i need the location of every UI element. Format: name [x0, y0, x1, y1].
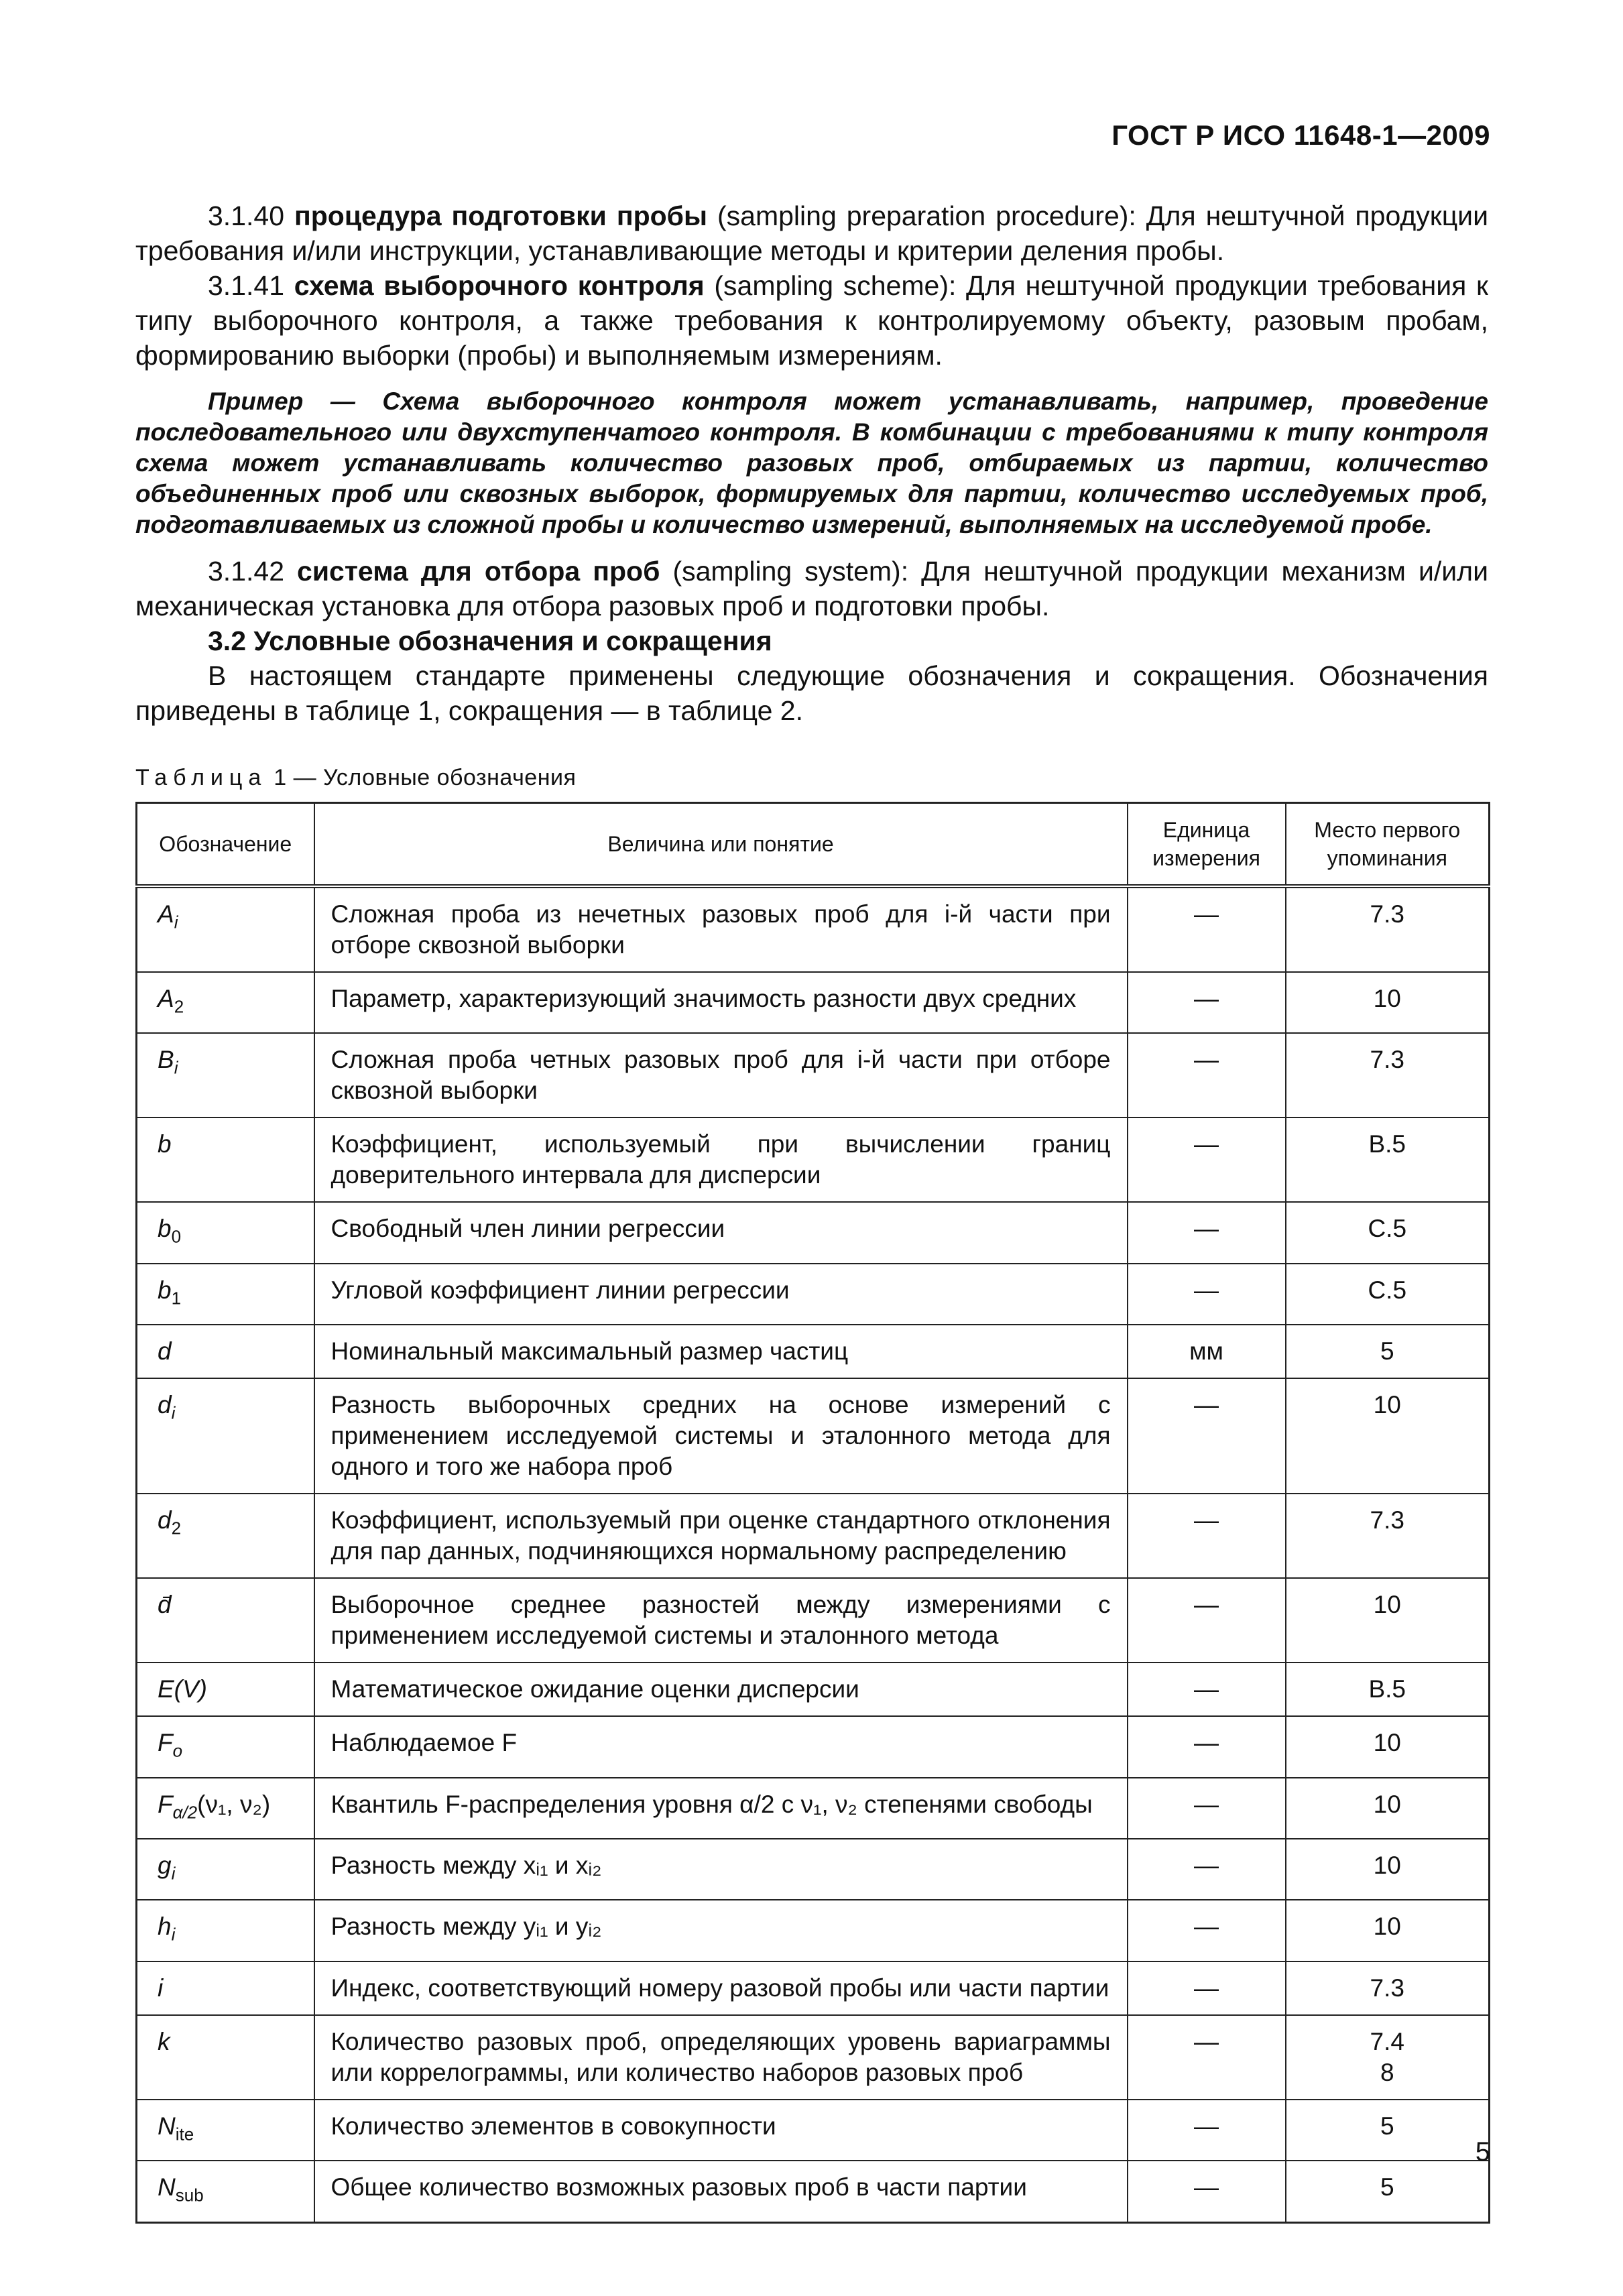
symbol-cell	[137, 1264, 314, 1325]
reference-cell: 7.3	[1286, 1494, 1490, 1578]
table-row	[137, 1378, 1490, 1494]
symbol-cell	[137, 2100, 314, 2161]
symbol-base: d	[158, 1337, 172, 1366]
unit-cell: —	[1128, 2161, 1286, 2222]
symbol-cell	[137, 2015, 314, 2100]
unit-cell: —	[1128, 2015, 1286, 2100]
description-cell: Свободный член линии регрессии	[314, 1202, 1128, 1263]
description-cell: Сложная проба четных разовых проб для i-й части при отборе сквозной выборки	[314, 1033, 1128, 1117]
table-row	[137, 1494, 1490, 1578]
reference-cell: 5	[1286, 2161, 1490, 2222]
symbol-base: N	[158, 2112, 176, 2140]
term: процедура подготовки пробы	[294, 200, 708, 231]
header-unit: Единица измерения	[1128, 803, 1286, 887]
paragraph-3-1-41	[135, 268, 1488, 373]
table-row	[137, 1778, 1490, 1839]
symbol-cell	[137, 2161, 314, 2222]
symbol-subscript: ite	[175, 2124, 194, 2144]
description-cell: Параметр, характеризующий значимость разности двух средних	[314, 972, 1128, 1033]
table-row	[137, 1202, 1490, 1263]
symbol-subscript: 0	[171, 1226, 182, 1247]
definition: (sampling system): Для нештучной продукции механизм и/или механическая установка для отбора разовых проб и подготовки пробы.	[135, 556, 1489, 621]
description-cell: Наблюдаемое F	[314, 1716, 1128, 1777]
symbol-cell	[137, 1778, 314, 1839]
reference-cell: 7.4 8	[1286, 2015, 1490, 2100]
unit-cell: —	[1128, 972, 1286, 1033]
symbol-base: d	[158, 1391, 172, 1419]
description-cell: Индекс, соответствующий номеру разовой пробы или части партии	[314, 1961, 1128, 2015]
symbol-subscript: i	[171, 1863, 176, 1884]
section-intro: В настоящем стандарте применены следующие обозначения и сокращения. Обозначения приведены в таблице 1, сокращения — в таблице 2.	[135, 660, 1488, 726]
table-body	[137, 886, 1490, 2222]
table-row	[137, 1033, 1490, 1117]
symbol-cell	[137, 1033, 314, 1117]
document-code-header: ГОСТ Р ИСО 11648-1—2009	[1111, 119, 1490, 151]
symbol-base: N	[158, 2173, 176, 2201]
table-row	[137, 1716, 1490, 1777]
reference-cell: 10	[1286, 1716, 1490, 1777]
description-cell: Общее количество возможных разовых проб в части партии	[314, 2161, 1128, 2222]
description-cell: Количество элементов в совокупности	[314, 2100, 1128, 2161]
symbol-cell	[137, 1716, 314, 1777]
table-row	[137, 1264, 1490, 1325]
description-cell: Угловой коэффициент линии регрессии	[314, 1264, 1128, 1325]
page-number: 5	[1475, 2137, 1490, 2167]
reference-cell: 7.3	[1286, 886, 1490, 972]
header-first-mention: Место первого упоминания	[1286, 803, 1490, 887]
section-heading: 3.2 Условные обозначения и сокращения	[208, 625, 772, 656]
unit-cell: —	[1128, 1264, 1286, 1325]
symbol-base: E(V)	[158, 1675, 207, 1703]
symbol-base: i	[158, 1974, 164, 2002]
clause-number: 3.1.40	[208, 200, 284, 231]
symbol-subscript: o	[172, 1740, 183, 1761]
reference-cell: 10	[1286, 1839, 1490, 1900]
symbol-subscript: 2	[171, 1518, 182, 1538]
symbol-subscript: i	[171, 1924, 176, 1945]
unit-cell: мм	[1128, 1325, 1286, 1378]
description-cell: Коэффициент, используемый при оценке стандартного отклонения для пар данных, подчиняющихся нормальному распределению	[314, 1494, 1128, 1578]
symbol-base: F	[158, 1790, 173, 1818]
symbol-base: b	[158, 1215, 172, 1243]
clause-number: 3.1.42	[208, 556, 284, 587]
reference-cell: 5	[1286, 2100, 1490, 2161]
symbol-base: A	[158, 985, 174, 1012]
unit-cell: —	[1128, 886, 1286, 972]
symbol-cell	[137, 1839, 314, 1900]
symbol-subscript: 2	[174, 996, 184, 1017]
reference-cell: 7.3	[1286, 1033, 1490, 1117]
table-row	[137, 972, 1490, 1033]
symbol-base: b	[158, 1276, 172, 1304]
description-cell: Количество разовых проб, определяющих уровень вариаграммы или коррелограммы, или количество наборов разовых проб	[314, 2015, 1128, 2100]
description-cell: Коэффициент, используемый при вычислении границ доверительного интервала для дисперсии	[314, 1117, 1128, 1202]
paragraph-3-1-40	[135, 198, 1488, 268]
symbol-base: k	[158, 2027, 170, 2055]
table-row	[137, 1663, 1490, 1716]
table-row	[137, 1117, 1490, 1202]
reference-cell: B.5	[1286, 1663, 1490, 1716]
table-row	[137, 1839, 1490, 1900]
table-row	[137, 2161, 1490, 2222]
reference-cell: 10	[1286, 1900, 1490, 1961]
symbol-cell	[137, 972, 314, 1033]
reference-cell: B.5	[1286, 1117, 1490, 1202]
symbol-base: B	[158, 1046, 174, 1074]
reference-cell: 10	[1286, 1378, 1490, 1494]
reference-cell: C.5	[1286, 1264, 1490, 1325]
symbol-cell	[137, 886, 314, 972]
table-row	[137, 1961, 1490, 2015]
symbol-cell	[137, 1663, 314, 1716]
table-row	[137, 1900, 1490, 1961]
unit-cell: —	[1128, 1494, 1286, 1578]
unit-cell: —	[1128, 1839, 1286, 1900]
table-caption	[135, 760, 1488, 795]
table-header-row	[137, 803, 1490, 887]
description-cell: Разность между xᵢ₁ и xᵢ₂	[314, 1839, 1128, 1900]
unit-cell: —	[1128, 1378, 1286, 1494]
symbol-base: h	[158, 1913, 172, 1941]
symbol-subscript: 1	[171, 1288, 182, 1309]
symbol-cell	[137, 1961, 314, 2015]
unit-cell: —	[1128, 2100, 1286, 2161]
header-symbol: Обозначение	[137, 803, 314, 887]
symbols-table	[135, 802, 1490, 2224]
unit-cell: —	[1128, 1900, 1286, 1961]
symbol-base: g	[158, 1851, 172, 1879]
symbol-base: F	[158, 1729, 173, 1757]
description-cell: Выборочное среднее разностей между измерениями с применением исследуемой системы и эталонного метода	[314, 1578, 1128, 1663]
symbol-cell	[137, 1378, 314, 1494]
unit-cell: —	[1128, 1961, 1286, 2015]
table-row	[137, 1325, 1490, 1378]
header-quantity: Величина или понятие	[314, 803, 1128, 887]
body-text	[135, 198, 1488, 795]
symbol-subscript: sub	[175, 2185, 204, 2206]
symbol-cell	[137, 1117, 314, 1202]
unit-cell: —	[1128, 1578, 1286, 1663]
symbol-base: d̄	[158, 1591, 172, 1619]
table-caption-prefix: Таблица	[135, 765, 267, 790]
symbol-cell	[137, 1900, 314, 1961]
description-cell: Разность выборочных средних на основе измерений с применением исследуемой системы и эталонного метода для одного и того же набора проб	[314, 1378, 1128, 1494]
unit-cell: —	[1128, 1033, 1286, 1117]
description-cell: Математическое ожидание оценки дисперсии	[314, 1663, 1128, 1716]
term: схема выборочного контроля	[294, 270, 705, 301]
symbol-cell	[137, 1578, 314, 1663]
unit-cell: —	[1128, 1663, 1286, 1716]
table-row	[137, 2015, 1490, 2100]
table-row	[137, 886, 1490, 972]
table-row	[137, 2100, 1490, 2161]
symbol-base: b	[158, 1130, 172, 1158]
reference-cell: 10	[1286, 1578, 1490, 1663]
unit-cell: —	[1128, 1117, 1286, 1202]
symbol-subscript: α/2	[172, 1801, 198, 1822]
symbol-cell	[137, 1325, 314, 1378]
reference-cell: 7.3	[1286, 1961, 1490, 2015]
reference-cell: 5	[1286, 1325, 1490, 1378]
symbol-base: A	[158, 900, 174, 928]
description-cell: Сложная проба из нечетных разовых проб для i-й части при отборе сквозной выборки	[314, 886, 1128, 972]
reference-cell: 10	[1286, 1778, 1490, 1839]
unit-cell: —	[1128, 1202, 1286, 1263]
table-row	[137, 1578, 1490, 1663]
paragraph-3-1-42	[135, 554, 1488, 623]
reference-cell: C.5	[1286, 1202, 1490, 1263]
description-cell: Квантиль F-распределения уровня α/2 с ν₁, ν₂ степенями свободы	[314, 1778, 1128, 1839]
example-note: Пример — Схема выборочного контроля может устанавливать, например, проведение последовательного или двухступенчатого контроля. В комбинации с требованиями к типу контроля схема может устанавливать количество разовых проб, отбираемых из партии, количество объединенных проб или сквозных выборок, формируемых для партии, количество исследуемых проб, подготавливаемых из сложной пробы и количество измерений, выполняемых на исследуемой пробе.	[135, 387, 1488, 538]
table-caption-title: 1 — Условные обозначения	[267, 765, 577, 790]
clause-number: 3.1.41	[208, 270, 284, 301]
unit-cell: —	[1128, 1716, 1286, 1777]
symbol-subscript: i	[171, 1402, 176, 1423]
symbol-subscript: i	[174, 912, 178, 932]
symbol-base: d	[158, 1506, 172, 1534]
unit-cell: —	[1128, 1778, 1286, 1839]
term: система для отбора проб	[297, 556, 660, 587]
symbol-cell	[137, 1494, 314, 1578]
description-cell: Разность между yᵢ₁ и yᵢ₂	[314, 1900, 1128, 1961]
definition: (sampling preparation procedure): Для нештучной продукции требования и/или инструкции, устанавливающие методы и критерии деления пробы.	[135, 200, 1488, 266]
symbol-subscript: i	[174, 1057, 178, 1078]
symbol-cell	[137, 1202, 314, 1263]
symbol-arguments: (ν₁, ν₂)	[197, 1790, 271, 1818]
description-cell: Номинальный максимальный размер частиц	[314, 1325, 1128, 1378]
definition: (sampling scheme): Для нештучной продукции требования к типу выборочного контроля, а также требования к контролируемому объекту, разовым пробам, формированию выборки (пробы) и выполняемым измерениям.	[135, 270, 1488, 371]
reference-cell: 10	[1286, 972, 1490, 1033]
